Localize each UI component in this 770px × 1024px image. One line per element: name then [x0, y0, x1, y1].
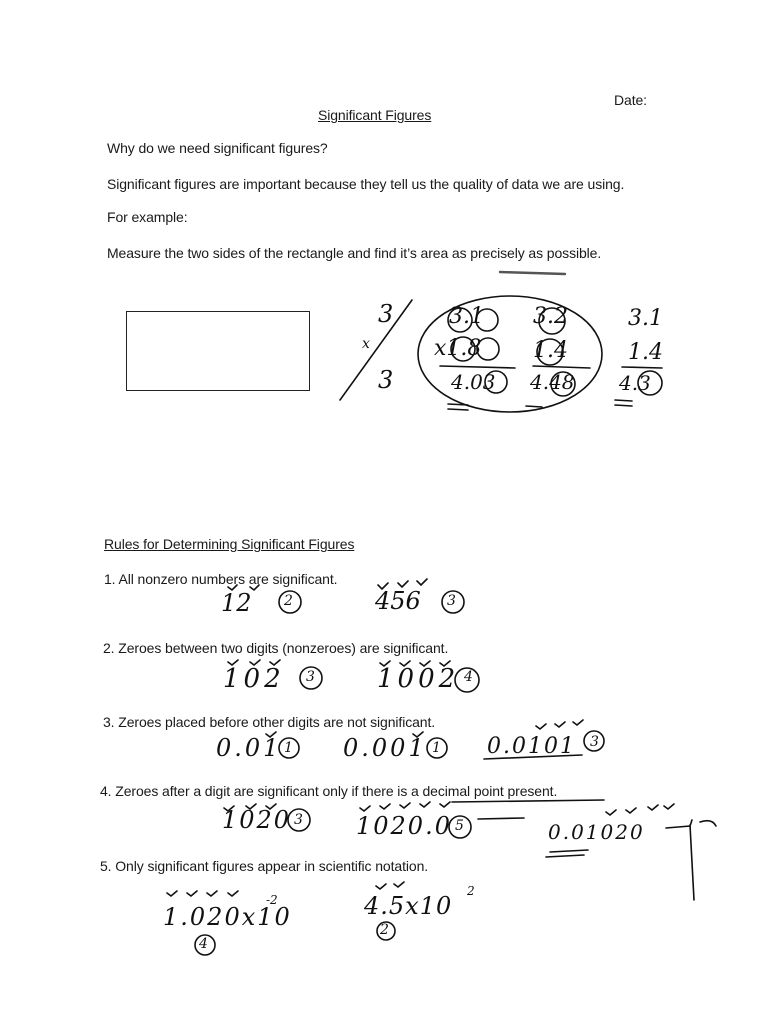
- rule-2-example-b: 1002: [377, 664, 460, 694]
- rule-5-example-b: 4.5x10: [364, 892, 453, 920]
- rule-1: 1. All nonzero numbers are significant.: [104, 571, 338, 587]
- rule-4-count-b: 5: [455, 818, 464, 834]
- hw-work4-b: 1.4: [628, 340, 663, 365]
- rule-2: 2. Zeroes between two digits (nonzeroes) are significant.: [103, 640, 449, 656]
- hw-work2-c: 4.03: [451, 370, 496, 394]
- rule-3-example-c: 0.0101: [487, 734, 576, 759]
- rule-5-example-a: 1.020x10: [163, 903, 292, 931]
- date-label: Date:: [614, 92, 647, 108]
- rule-5-exponent-a: -2: [266, 893, 278, 907]
- hw-work2-a: 3.1: [449, 304, 484, 329]
- rule-3: 3. Zeroes placed before other digits are not significant.: [103, 714, 436, 730]
- rule-4-example-c: 0.01020: [548, 820, 645, 844]
- rule-4: 4. Zeroes after a digit are significant only if there is a decimal point present.: [100, 783, 558, 799]
- hw-work4-c: 4.3: [619, 371, 651, 395]
- hw-work1-b: 3: [378, 366, 394, 394]
- rule-5-count-b: 2: [380, 922, 389, 938]
- rule-1-count-a: 2: [284, 593, 293, 609]
- rules-heading: Rules for Determining Significant Figures: [104, 536, 355, 552]
- rule-1-example-b: 456: [375, 587, 421, 615]
- hw-work3-c: 4.48: [530, 370, 575, 394]
- rule-3-count-a: 1: [284, 740, 293, 756]
- rule-3-example-b: 0.001: [343, 734, 427, 762]
- hw-work3-a: 3.2: [533, 304, 568, 329]
- rule-5: 5. Only significant figures appear in scientific notation.: [100, 858, 429, 874]
- example-label: For example:: [107, 209, 188, 225]
- rule-2-count-a: 3: [306, 669, 315, 685]
- rule-3-count-c: 3: [590, 734, 599, 750]
- rule-1-count-b: 3: [447, 593, 456, 609]
- page-title: Significant Figures: [318, 107, 432, 123]
- intro-question: Why do we need significant figures?: [107, 140, 328, 156]
- hw-work1-op: x: [362, 336, 370, 352]
- intro-answer: Significant figures are important because they tell us the quality of data we are using.: [107, 176, 625, 192]
- rule-5-exponent-b: 2: [467, 884, 475, 898]
- hw-work1-a: 3: [378, 300, 394, 328]
- hw-work2-b: x1.8: [434, 336, 482, 361]
- instruction: Measure the two sides of the rectangle and find it’s area as precisely as possible.: [107, 245, 602, 261]
- rule-3-count-b: 1: [432, 740, 441, 756]
- rule-4-count-a: 3: [294, 812, 303, 828]
- rule-1-example-a: 12: [221, 589, 252, 617]
- rule-2-example-a: 102: [223, 664, 285, 694]
- rule-3-example-a: 0.01: [216, 734, 282, 762]
- rule-2-count-b: 4: [464, 669, 473, 685]
- rule-4-example-b: 1020.0: [356, 812, 452, 840]
- rule-4-example-a: 1020: [222, 806, 292, 834]
- hw-work4-a: 3.1: [628, 306, 663, 331]
- hw-work3-b: 1.4: [533, 338, 568, 363]
- rule-5-count-a: 4: [199, 936, 208, 952]
